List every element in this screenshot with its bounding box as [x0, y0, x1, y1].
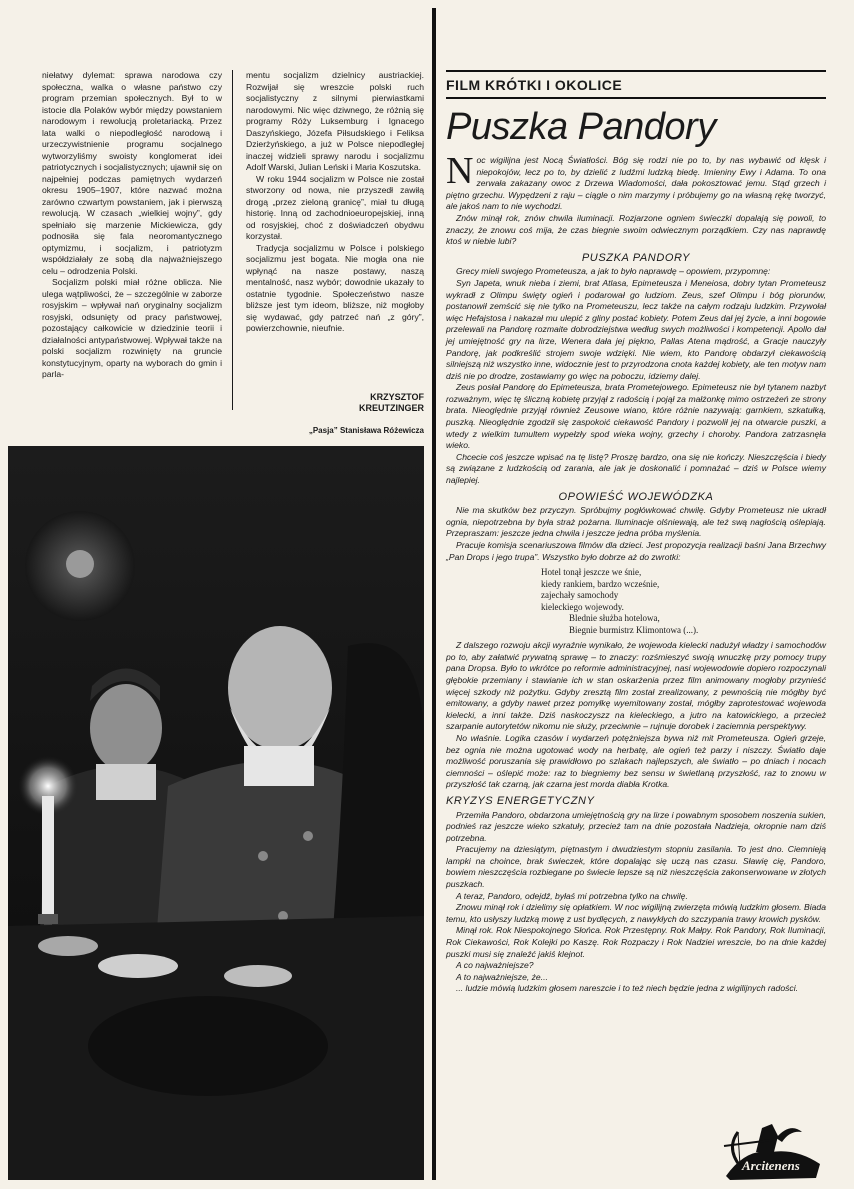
paragraph: mentu socjalizm dzielnicy austriackiej. Rozwijał się wreszcie polski ruch socjalistyczny z silnymi pierwiastkami narodowymi. Nic więc dziwnego, że różnią się programy Róży Luksemburg i Ignacego Daszyńskiego, Józefa Piłsudskiego i Feliksa Dzierżyńskiego, a już w Polsce niepodległej inaczej widzieli sprawy narodu i socjalizmu Adolf Warski, Julian Leński i Maria Koszutska.: [246, 70, 424, 172]
logo-text: Arcitenens: [742, 1158, 800, 1173]
right-article: [446, 70, 826, 995]
paragraph: niełatwy dylemat: sprawa narodowa czy społeczna, walka o własne państwo czy program przemian społecznych. Był to w istocie dla Polaków wybór między powstaniem narodowym i rewolucją proletariacką. Przez lata walki o niepodległość narodową i urzeczywistnienie programu socjalnego wytworzyliśmy swoisty konglomerat idei patriotycznych i socjalistycznych; ujawnił się on najpełniej podczas pamiętnych wydarzeń okresu 1905–1907, które nazwać można zarówno czwartym powstaniem, jak i pierwszą rewolucją. W czasach „wielkiej wojny”, gdy spełniało się marzenie Mickiewicza, gdy podnosiła się fala neoromantycznego optymizmu, i socjalizm, i patriotyzm współdziałały ze sobą dla najważniejszego celu – odrodzenia Polski.: [42, 70, 222, 276]
paragraph: Socjalizm polski miał różne oblicza. Nie ulega wątpliwości, że – szczególnie w zaborze rosyjskim – wpływał nań oryginalny socjalizm rosyjski, odsunięty od pracy państwowej, pozostający całkowicie w dziedzinie teorii i działalności antypaństwowej. Wpływał także na polski socjalizm rozwinięty na gruncie konstytucyjnym, oparty na wyborach do gmin i parla-: [42, 277, 222, 379]
page-divider: [432, 8, 436, 1180]
author-first-name: KRZYSZTOF: [370, 392, 424, 402]
paragraph: Chcecie coś jeszcze wpisać na tę listę? Proszę bardzo, ona się nie kończy. Nieszczęścia i biedy są związane z ludzkością od zarania, ale jak je doskonalić i pomnażać – dziś w Polsce wiemy najlepiej.: [446, 451, 826, 486]
column-divider: [232, 70, 233, 410]
paragraph: Przemiła Pandoro, obdarzona umiejętnością gry na lirze i powabnym sposobem noszenia sukien, podnieś raz jeszcze wieko szkatuły, przecież tam na dnie pozostała Nadzieja, okropnie nam dziś potrzebna.: [446, 809, 826, 843]
article-title: Puszka Pandory: [446, 106, 716, 148]
author-last-name: KREUTZINGER: [359, 403, 424, 413]
paragraph: Zeus posłał Pandorę do Epimeteusza, brata Prometejowego. Epimeteusz nie był tytanem nazbyt rozważnym, więc tę śliczną kobietę przyjął z radością i pojął za małżonkę mimo ostrzeżeń ze strony brata. Nieoględnie przyjął również Zeusowe wiano, które różnie nazywają: garnkiem, szkatułką, puszką. Nieoględnie zgodził się zaspokoić ciekawość Pandory i pozwolił jej na otwarcie puszki, a wtedy z wielkim tumultem wypełzły spod wieka wojny, grzechy i choroby. Pandora zatrzasnęła wieko.: [446, 382, 826, 451]
paragraph: A teraz, Pandoro, odejdź, byłaś mi potrzebna tylko na chwilę.: [456, 890, 688, 901]
poem-line: Biegnie burmistrz Klimontowa (...).: [569, 624, 699, 635]
paragraph: Grecy mieli swojego Prometeusza, a jak to było naprawdę – opowiem, przypomnę:: [456, 266, 771, 277]
paragraph: Nie ma skutków bez przyczyn. Spróbujmy pogłówkować chwilę. Gdyby Prometeusz nie ukradł ognia, niepotrzebna by była straż pożarna. Iluminacje olśniewają, ale też swą nagłością oślepiają. Przepraszam: jeszcze jedna chwila i jeszcze jedna próba myślenia.: [446, 505, 826, 539]
article-body: [446, 150, 826, 995]
poem-line: kiedy rankiem, bardzo wcześnie,: [541, 578, 660, 589]
subheading: KRYZYS ENERGETYCZNY: [446, 794, 595, 807]
photo-caption: „Pasja” Stanisława Różewicza: [308, 426, 424, 435]
lead-paragraph: Noc wigilijna jest Nocą Światłości. Bóg się rodzi nie po to, by nas wybawić od klęsk i niepokojów, lecz po to, by dzielić z ludźmi ludzką biedę. Imieniny Ewy i Adama. To ona zerwała zakazany owoc z Drzewa Wiadomości, dała pokosztować jemu. Stąd grzech i piętno grzechu. Wypędzeni z raju – ciągle o nim marzymy i próbujemy go na własną rękę tworzyć, ale jakoś nam to nie wychodzi.: [446, 150, 826, 212]
film-still-photo: [8, 446, 424, 1180]
paragraph: Z dalszego rozwoju akcji wyraźnie wynikało, że wojewoda kielecki nadużył władzy i samochodów po to, aby załatwić prywatną sprawę – to znaczy: rozśmieszyć swoją wnuczkę przy pomocy trupy pana Dropsa. Było to wkrótce po reformie administracyjnej, nasi wojewodowie dopiero rozpoczynali głębokie przemiany i stawianie ich w stan oskarżenia przez film animowany mogłoby przynieść więcej szkody niż pożytku. Gdyby zresztą film został zrealizowany, z pewnością nie mógłby być emitowany, a gdyby nawet przez pomyłkę wyemitowany został, mógłby zaprotestować wojewoda kielecki, a inni także. Dziś naskoczyszz na kieleckiego, a jutro na katowickiego, a przecież szarpanie autorytetów nikomu nie służy, przeciwnie – rujnuje dorobek i zaciemnia perspektywy.: [446, 640, 826, 732]
subheading: PUSZKA PANDORY: [581, 251, 691, 264]
paragraph: No właśnie. Logika czasów i wydarzeń potężniejsza bywa niż mit Prometeusza. Ogień grzeje, bez ognia nie można ugotować wody na herbatę, ale ogień też parzy i niszczy. Światło daje możliwość poruszania się prawidłowo po szlakach najlepszych, ale światło – po dniach i nocach ciemności – oślepić może: raz to biegniemy bez sensu w świetlaną przyszłość, raz to znowu w przyszłość tak czarną, jak czarna jest morda diabła Krotka.: [446, 732, 826, 790]
paragraph: ... ludzie mówią ludzkim głosem nareszcie i to też niech będzie jedna z wigilijnych radości.: [456, 983, 798, 994]
paragraph: A co najważniejsze?: [456, 960, 534, 971]
paragraph: W roku 1944 socjalizm w Polsce nie został stworzony od nowa, nie przyszedł zawiłą drogą „przez zieloną granicę”, miał tu długą historię. Inną od zachodnioeuropejskiej, inną od rosyjskiej, choć z doświadczeń obydwu korzystał.: [246, 173, 424, 241]
columnist-logo: [716, 1118, 826, 1182]
paragraph: Minął rok. Rok Niespokojnego Słońca. Rok Przestępny. Rok Małpy. Rok Pandory, Rok Iluminacji, Rok Ciekawości, Rok Kolejki po Kaszę. Rok Rozpaczy i Rok Nadziei wreszcie, bo na dnie każdej puszki musi się znaleźć jakiś klejnot.: [446, 925, 826, 959]
left-article-column-1: [42, 70, 222, 381]
subheading: OPOWIEŚĆ WOJEWÓDZKA: [558, 490, 714, 503]
film-still-image: [8, 446, 424, 1180]
paragraph: Znów minął rok, znów chwila iluminacji. Rozjarzone ogniem śwíeczki dopalają się powoli, to znaczy, że znowu coś mija, że czas biegnie swoim odwiecznym porządkiem. Czy nas naprawdę ktoś w niebie lubi?: [446, 212, 826, 247]
paragraph: A to najważniejsze, że...: [456, 971, 548, 982]
paragraph: Tradycja socjalizmu w Polsce i polskiego socjalizmu jest bogata. Nie mogła ona nie wpłynąć na nasze postawy, naszą mentalność, nasz wybór; dowodnie ukazały to ostatnie tygodnie. Społeczeństwo nasze bliższe jest tym ideom, bliższe, niż mogłoby się wydawać, gdy patrzeć nań „z góry”, powierzchownie, nieufnie.: [246, 242, 424, 333]
poem-line: kieleckiego wojewody.: [541, 601, 624, 612]
section-header: FILM KRÓTKI I OKOLICE: [446, 70, 826, 99]
author-signature: [300, 392, 424, 414]
poem-quote: [541, 567, 826, 636]
poem-line: Blednie służba hotelowa,: [569, 613, 660, 624]
poem-line: zajechały samochody: [541, 590, 619, 601]
left-article-column-2: [246, 70, 424, 335]
paragraph: Syn Japeta, wnuk nieba i ziemi, brat Atlasa, Epimeteusza i Meneiosa, dobry tytan Prometeusz wykradł z Olimpu święty ogień i podarował go ludziom. Zeus, szef Olimpu i bóg piorunów, postanowił zemścić się nie tylko na Prometeuszu, lecz także na całym rodzaju ludzkim. Przywołał więc Hefajstosa i nakazał mu ulepić z gliny postać kobiety. Potem Zeus dał jej życie, a inni bogowie przelewali na Pandorę rozmaite dobrodziejstwa według swych możliwości i kompetencji. Apollo dał jej umiejętność gry na lirze, Wenera dała jej piękno, Pallas Atena mądrość, a Gracje nauczyły Pandorę, jak podkreślić strojem swoje wdzięki. Nie wiem, kto Pandorę obdarzył ciekawością silniejszą niż wszystko inne, widocznie jest to przyrodzona cnota każdej kobiety, ale ten motyw nam dziś nie po drodze, zostawiamy go więc na poboczu, idziemy dalej.: [446, 277, 826, 381]
paragraph: Pracuje komisja scenariuszowa filmów dla dzieci. Jest propozycja realizacji baśni Jana Brzechwy „Pan Drops i jego trupa”. Wszystko było dobrze aż do zwrotki:: [446, 540, 826, 562]
paragraph: Znowu minął rok i dzielimy się opłatkiem. W noc wigilijną zwierzęta mówią ludzkim głosem. Biada temu, kto usłyszy ludzką mowę z ust bydlęcych, z nawykłych do szczypania trawy krowich pysków.: [446, 902, 826, 924]
poem-line: Hotel tonął jeszcze we śnie,: [541, 567, 642, 578]
paragraph: Pracujemy na dziesiątym, piętnastym i dwudziestym stopniu zasilania. To jest dno. Ciemnieją lampki na choince, brak świeczek, które dopalając się uczą nas czasu. Sławię cię, Pandoro, bowiem nieszczęścia rozbiegane po świecie lepsze są niż nieszczęścia zakonserwowane w złotych puszkach.: [446, 844, 826, 890]
